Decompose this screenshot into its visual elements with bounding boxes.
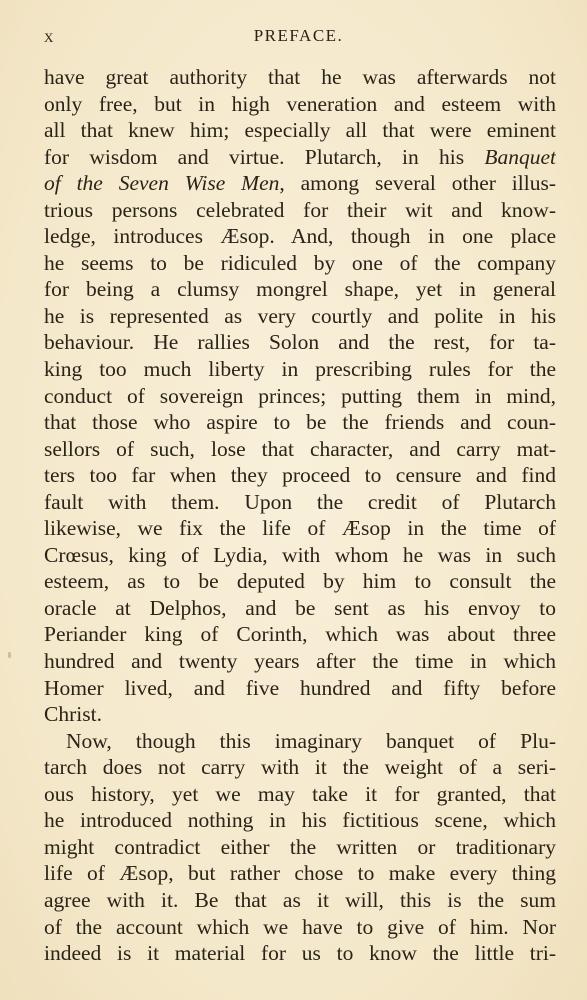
body-text	[44, 64, 556, 967]
text-line: that those who aspire to be the friends and coun-	[44, 410, 556, 435]
text-line: esteem, as to be deputed by him to consult the	[44, 569, 556, 594]
text-line: ters too far when they proceed to censure and find	[44, 463, 556, 488]
text-line: ledge, introduces Æsop. And, though in one place	[44, 224, 556, 249]
text-line: Christ.	[44, 702, 102, 727]
text-line: he is represented as very courtly and polite in his	[44, 303, 556, 328]
page-number: x	[44, 26, 55, 46]
text-line: indeed is it material for us to know the little tri-	[44, 941, 556, 966]
text-line: life of Æsop, but rather chose to make every thing	[44, 861, 556, 886]
text-line: he introduced nothing in his fictitious scene, which	[44, 808, 556, 833]
running-title: PREFACE.	[253, 26, 344, 45]
text-line: of the Seven Wise Men, among several other illus-	[44, 171, 556, 196]
text-line: might contradict either the written or traditionary	[44, 834, 556, 859]
text-line: trious persons celebrated for their wit and know-	[44, 197, 556, 222]
text-line: likewise, we fix the life of Æsop in the time of	[44, 516, 556, 541]
text-line: tarch does not carry with it the weight of a seri-	[44, 755, 556, 780]
text-line: Crœsus, king of Lydia, with whom he was in such	[44, 542, 556, 567]
paper-spot	[8, 652, 11, 658]
text-line: behaviour. He rallies Solon and the rest, for ta-	[44, 330, 556, 355]
text-line: Periander king of Corinth, which was about three	[44, 622, 556, 647]
text-line: of the account which we have to give of him. Nor	[44, 914, 556, 939]
text-line: only free, but in high veneration and esteem with	[44, 91, 556, 116]
text-line: Homer lived, and five hundred and fifty before	[44, 675, 556, 700]
text-line: for being a clumsy mongrel shape, yet in general	[44, 277, 556, 302]
text-line: Now, though this imaginary banquet of Plu-	[66, 728, 556, 753]
text-line: have great authority that he was afterwards not	[44, 65, 556, 89]
text-line: ous history, yet we may take it for granted, that	[44, 781, 556, 806]
text-line: he seems to be ridiculed by one of the company	[44, 250, 556, 275]
text-line: fault with them. Upon the credit of Plutarch	[44, 489, 556, 514]
text-line: sellors of such, lose that character, and carry mat-	[44, 436, 556, 461]
text-line: king too much liberty in prescribing rules for the	[44, 357, 556, 382]
text-line: agree with it. Be that as it will, this is the sum	[44, 887, 556, 912]
page-header	[44, 26, 553, 50]
text-line: all that knew him; especially all that were eminent	[44, 118, 556, 143]
text-line: conduct of sovereign princes; putting them in mind,	[44, 383, 556, 408]
text-line: hundred and twenty years after the time in which	[44, 649, 556, 674]
text-line: for wisdom and virtue. Plutarch, in his Banquet	[44, 144, 556, 169]
text-line: oracle at Delphos, and be sent as his envoy to	[44, 595, 556, 620]
